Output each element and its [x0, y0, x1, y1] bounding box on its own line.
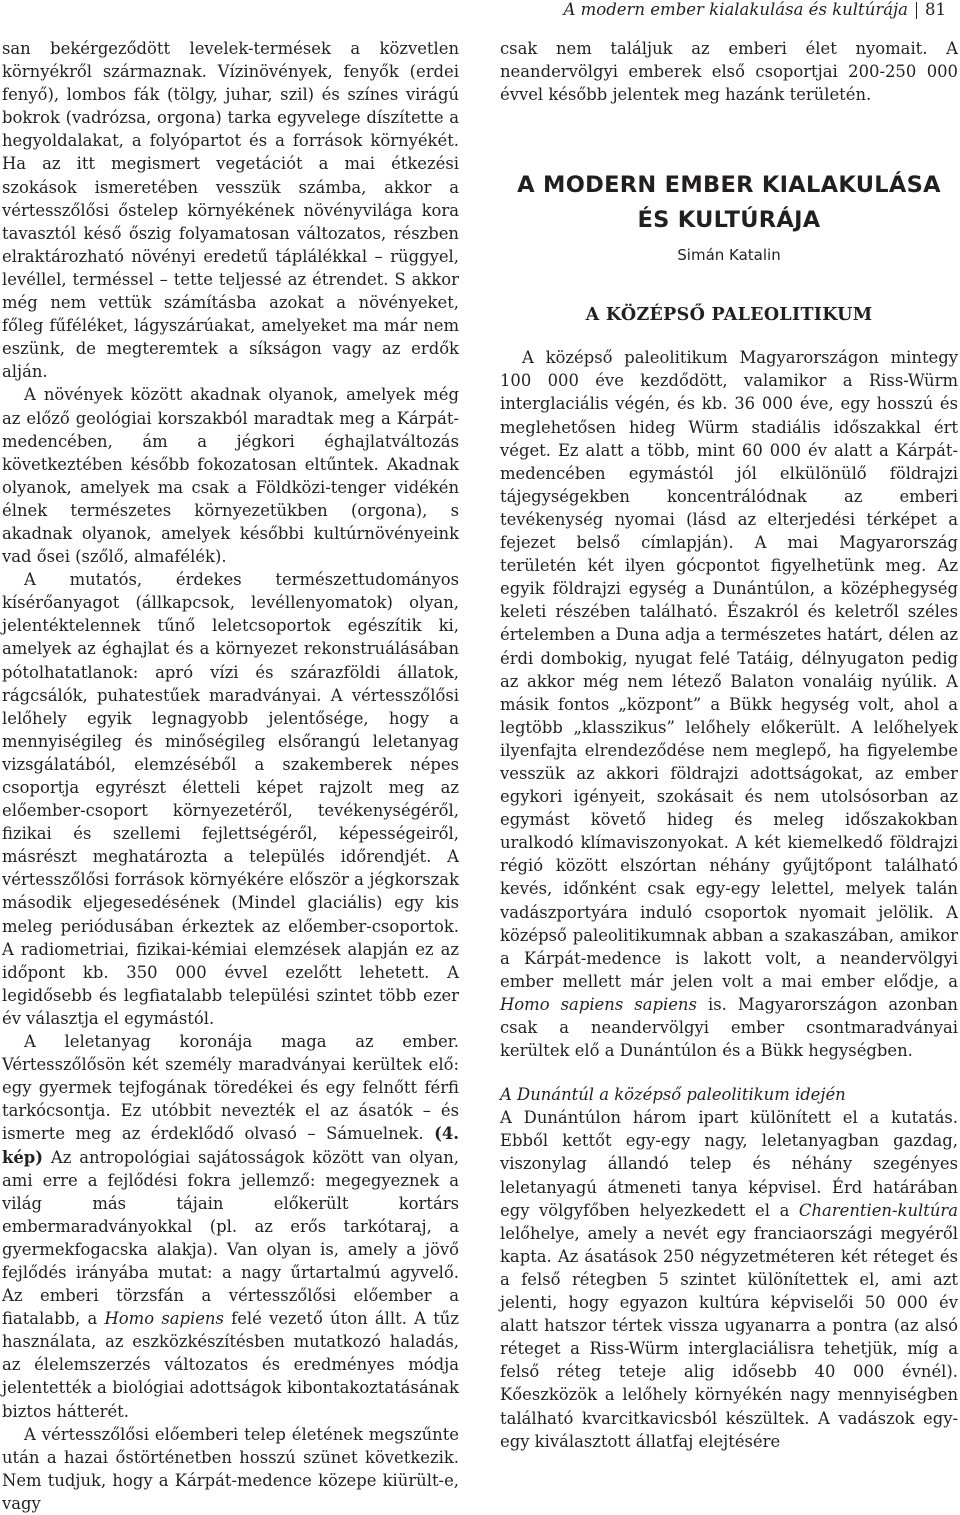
- running-head-title: A modern ember kialakulása és kultúrája: [563, 0, 908, 19]
- paragraph-text: Az antropológiai sajátosságok között van olyan, ami erre a fejlődési fokra jellemző: megegyeznek a világ más tájain előkerült kortárs embermaradványokkal (pl. az erős tarkótaraj, a gyermekfogacska alakja). Van olyan is, amely a jövő fejlődés irányába mutat: a nagy űrtartalmú agyvelő. Az emberi törzsfán a vértesszőlősi előember a fiatalabb, a: [2, 1147, 459, 1329]
- article-author: Simán Katalin: [677, 246, 781, 265]
- running-head: [563, 0, 946, 26]
- paragraph-samuel: [2, 1030, 459, 1423]
- paragraph-text: A növények között akadnak olyanok, amelyek még az előző geológiai korszakból maradtak meg a Kárpát-medencében, ám a jégkori éghajlatváltozás következtében később fokozatosan eltűntek. Akadnak olyanok, amelyek ma csak a Földközi-tenger vidékén élnek természetes környezetükben (orgona), s akadnak olyanok, amelyek későbbi kultúrnövényeink vad ősei (szőlő, almafélék).: [2, 385, 459, 567]
- paragraph-text: csak nem találjuk az emberi élet nyomait. A neandervölgyi emberek első csoportjai 200-250 000 évvel később jelentek meg hazánk területén.: [500, 39, 958, 105]
- right-column: [500, 37, 958, 1453]
- paragraph-text: is. Magyarországon azonban csak a neandervölgyi ember csontmaradványai kerültek elő a Dunántúlon és a Bükk hegységben.: [500, 994, 958, 1061]
- paragraph-neanderthal-continued: [500, 37, 958, 106]
- article-title: [500, 168, 958, 238]
- paragraph-plant-origins: [2, 383, 459, 568]
- culture-name: Charentien-kultúra: [798, 1200, 958, 1220]
- paragraph-transdanubia: [500, 1106, 958, 1452]
- article-title-line-2: ÉS KULTÚRÁJA: [637, 207, 821, 234]
- subheading: A Dunántúl a középső paleolitikum idején: [500, 1085, 846, 1105]
- paragraph-finds-chronology: [2, 568, 459, 1030]
- section-heading: A KÖZÉPSŐ PALEOLITIKUM: [585, 305, 873, 326]
- paragraph-text: A vértesszőlősi előemberi telep életének megszűnte után a hazai őstörténetben hosszú szünet következik. Nem tudjuk, hogy a Kárpát-medence közepe kiürült-e, vagy: [2, 1424, 459, 1513]
- page-number: 81: [925, 0, 946, 19]
- species-name: Homo sapiens sapiens: [500, 994, 697, 1014]
- paragraph-text: felé vezető úton állt. A tűz használata, az eszközkészítésben mutatkozó haladás, az élelemszerzés változatos és eredményes módja jelentették a biológiai adottságok kibontakoztatásának biztos hátterét.: [2, 1309, 459, 1421]
- paragraph-plants-continued: [2, 37, 459, 383]
- paragraph-text: san bekérgeződött levelek-termések a közvetlen környékről származnak. Vízinövények, fenyők (erdei fenyő), lombos fák (tölgy, juhar, szil) és színes virágú bokrok (vadrózsa, orgona) tarka egyvelege díszítette a hegyoldalakat, a folyópartot és a források környékét. Ha az itt megismert vegetációt a mai étkezési szokások ismeretében vesszük számba, akkor a vértesszőlősi őstelep környékének növényvilága kora tavasztól késő őszig folyamatosan változatos, részben elraktározható növényi eredetű táplálékkal – rüggyel, levéllel, terméssel – tette teljessé az étrendet. S akkor még nem vettük számításba azokat a növényeket, főleg fűféléket, lágyszárúakat, amelyeket ma már nem eszünk, de megteremtek a síkságon vagy az erdők alján.: [2, 39, 459, 382]
- paragraph-text: A leletanyag koronája maga az ember. Vértesszőlősön két személy maradványai kerültek elő: egy gyermek tejfogának töredékei és egy felnőtt férfi tarkócsontja. Ez utóbbit nevezték el az ásatók – és ismerte meg az érdeklődő olvasó – Sámuelnek.: [2, 1032, 459, 1144]
- paragraph-middle-paleolithic: [500, 346, 958, 1062]
- paragraph-text: A Dunántúlon három ipart különített el a kutatás. Ebből kettőt egy-egy nagy, leletanyagban gazdag, viszonylag állandó telep és néhány szegényes leletanyagú átmeneti tanya képvisel. Érd határában egy völgyfőben helyezkedett el a: [500, 1108, 958, 1220]
- left-column: [2, 37, 459, 1515]
- paragraph-settlement-end: [2, 1423, 459, 1515]
- paragraph-text: lelőhelye, amely a nevét egy franciaországi megyéről kapta. Az ásatások 250 négyzetméteren két réteget és a felső rétegben 5 szintet különítettek el, ami azt jelenti, hogy egyazon kultúra képviselői 50 000 év alatt hatszor tértek vissza ugyanarra a pontra (az alsó réteget a Riss-Würm interglaciálisra tehetjük, míg a felső réteg teteje alig idősebb 40 000 évnél). Kőeszközök a lelőhely környékén nagy mennyiségben található kvarcitkavicsból készültek. A vadászok egy-egy kiválasztott állatfaj elejtésére: [500, 1223, 958, 1451]
- article-title-line-1: A MODERN EMBER KIALAKULÁSA: [517, 172, 941, 199]
- figure-reference: (4. kép): [2, 1124, 459, 1167]
- paragraph-text: A középső paleolitikum Magyarországon mintegy 100 000 éve kezdődött, valamikor a Riss-Würm interglaciális végén, és kb. 36 000 éve, egy hosszú és meglehetősen hideg Würm stadiális időszakkal ért véget. Ez alatt a több, mint 60 000 év alatt a Kárpát-medencében egymástól jól elkülönülő földrajzi tájegységekben koncentrálódnak az emberi tevékenység nyomai (lásd az elterjedési térképet a fejezet belső címlapján). A mai Magyarország területén két ilyen gócpontot figyelhetünk meg. Az egyik földrajzi egység a Dunántúlon, a középhegység keleti részében található. Északról és keletről széles értelemben a Duna adja a természetes határt, délen az érdi dombokig, nyugat felé Tatáig, délnyugaton pedig az akkor még nem létező Balaton vonaláig nyúlik. A másik fontos „központ” a Bükk hegység volt, ahol a legtöbb „klasszikus” lelőhely előkerült. A lelőhelyek ilyenfajta elrendeződése nem meglepő, ha figyelembe vesszük az akkori földrajzi adottságokat, az ember egykori igényeit, szokásait és nem utolsósorban az egymást követő hideg és meleg időszakokban uralkodó klímaviszonyokat. A két kiemelkedő földrajzi régió között elszórtan néhány gyűjtőpont található kevés, időnként csak egy-egy lelettel, melyek talán vadászportyára induló csoportok nyomait jelölik. A középső paleolitikumnak abban a szakaszában, amikor a Kárpát-medence is lakott volt, a neandervölgyi ember mellett már jelen volt a mai ember elődje, a: [500, 348, 958, 991]
- paragraph-text: A mutatós, érdekes természettudományos kísérőanyagot (állkapcsok, levéllenyomatok) olyan, jelentéktelennek tűnő leletcsoportok egészítik ki, amelyek az éghajlat és a környezet rekonstruálásában pótolhatatlanok: apró vízi és szárazföldi állatok, rágcsálók, puhatestűek maradványai. A vértesszőlősi lelőhely egyik legnagyobb jelentősége, hogy a mennyiségileg és minőségileg elsőrangú leletanyag vizsgálatából, elemzéséből a szakemberek népes csoportja egyrészt életteli képet rajzolt meg az előember-csoport környezetéről, tevékenységéről, fizikai és szellemi fejlettségéről, képességeiről, másrészt meghatározta a település időrendjét. A vértesszőlősi források környékére először a jégkorszak második eljegesedésének (Mindel glaciális) egy kis meleg periódusában érkeztek az előember-csoportok. A radiometriai, fizikai-kémiai elemzések alapján ez az időpont kb. 350 000 évvel ezelőtt lehetett. A legidősebb és legfiatalabb települési szintet több ezer év választja el egymástól.: [2, 570, 459, 1028]
- species-name: Homo sapiens: [104, 1309, 224, 1329]
